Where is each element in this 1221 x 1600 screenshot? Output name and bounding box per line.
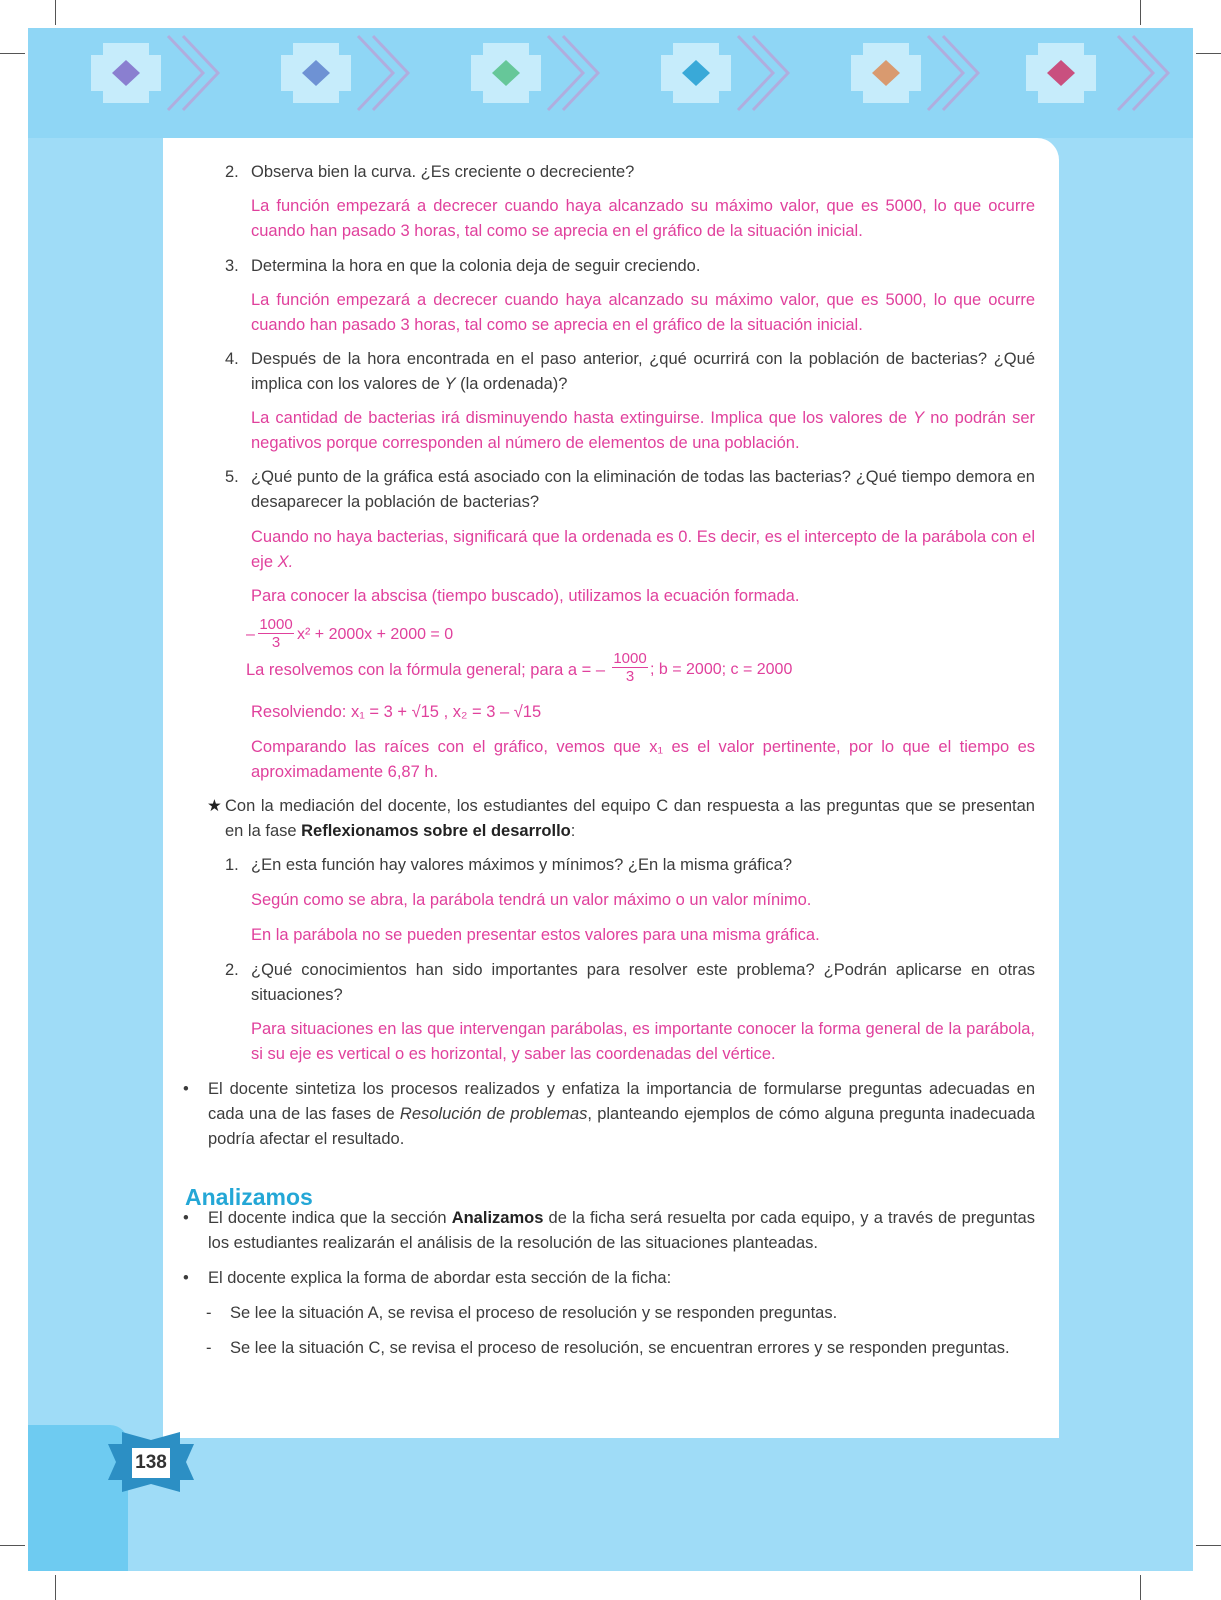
crop-mark [55,0,56,25]
equation-rest: x² + 2000x + 2000 = 0 [297,626,454,643]
dash-marker: - [206,1304,212,1322]
question-item [225,347,1035,397]
dash-text: Se lee la situación A, se revisa el proceso de resolución y se responden preguntas. [230,1304,838,1322]
formula-text: La resolvemos con la fórmula general; para a = – [246,661,606,679]
dash-text: Se lee la situación C, se revisa el proceso de resolución, se encuentran errores y se responden preguntas. [230,1339,1010,1357]
crop-mark [0,1545,25,1546]
bullet-icon: • [183,1209,189,1227]
section-heading: Analizamos [185,1184,313,1210]
bullet-text: El docente indica que la sección Analizamos de la ficha será resuelta por cada equipo, y a través de preguntas los estudiantes realizarán el análisis de la resolución de las situaciones planteadas. [208,1209,1035,1252]
question-item [225,160,1035,185]
item-number: 5. [225,468,239,486]
answer-text: La función empezará a decrecer cuando haya alcanzado su máximo valor, que es 5000, lo que ocurre cuando han pasado 3 horas, tal como se aprecia en el gráfico de la situación inicial. [251,291,1035,334]
answer-text: Cuando no haya bacterias, significará que la ordenada es 0. Es decir, es el intercepto de la parábola con el eje X. [251,528,1035,571]
crop-mark [1140,1575,1141,1600]
star-item [207,794,1035,844]
item-number: 1. [225,856,239,874]
answer-text: Resolviendo: x₁ = 3 + √15 , x₂ = 3 – √15 [251,703,542,721]
equation-fraction: $\frac{1000}{3}$ [259,616,293,651]
bullet-text: El docente explica la forma de abordar esta sección de la ficha: [208,1269,672,1287]
star-text: Con la mediación del docente, los estudiantes del equipo C dan respuesta a las preguntas que se presentan en la fase Reflexionamos sobre el desarrollo: [225,797,1035,840]
answer-text: La función empezará a decrecer cuando haya alcanzado su máximo valor, que es 5000, lo que ocurre cuando han pasado 3 horas, tal como se aprecia en el gráfico de la situación inicial. [251,197,1035,240]
item-number: 2. [225,163,239,181]
bullet-item [183,1266,1035,1291]
answer-text: Comparando las raíces con el gráfico, vemos que x₁ es el valor pertinente, por lo que el tiempo es aproximadamente 6,87 h. [251,738,1035,781]
question-text: Después de la hora encontrada en el paso anterior, ¿qué ocurrirá con la población de bacterias? ¿Qué implica con los valores de Y (la ordenada)? [251,350,1035,393]
bullet-text: El docente sintetiza los procesos realizados y enfatiza la importancia de formularse preguntas adecuadas en cada una de las fases de Resolución de problemas, planteando ejemplos de cómo alguna pregunta inadecuada podría afectar el resultado. [208,1080,1035,1148]
answer-text: La cantidad de bacterias irá disminuyendo hasta extinguirse. Implica que los valores de Y no podrán ser negativos porque corresponden al número de elementos de una población. [251,409,1036,452]
question-text: ¿Qué punto de la gráfica está asociado con la eliminación de todas las bacterias? ¿Qué tiempo demora en desaparecer la población de bacterias? [251,468,1035,511]
question-text: Determina la hora en que la colonia deja de seguir creciendo. [251,257,701,275]
crop-mark [1196,53,1221,54]
answer-text: En la parábola no se pueden presentar estos valores para una misma gráfica. [251,926,820,944]
item-number: 3. [225,257,239,275]
question-text: ¿En esta función hay valores máximos y mínimos? ¿En la misma gráfica? [251,856,793,874]
dash-marker: - [206,1339,212,1357]
question-text: Observa bien la curva. ¿Es creciente o decreciente? [251,163,635,181]
question-text: ¿Qué conocimientos han sido importantes para resolver este problema? ¿Podrán aplicarse en otras situaciones? [251,961,1035,1004]
question-item [225,254,1035,279]
decorative-pattern-band [28,28,1193,138]
answer-text: Para situaciones en las que intervengan parábolas, es importante conocer la forma general de la parábola, si su eje es vertical o es horizontal, y saber las coordenadas del vértice. [251,1020,1035,1063]
question-item [225,465,1035,515]
formula-rest: ; b = 2000; c = 2000 [650,661,793,678]
crop-mark [1196,1545,1221,1546]
question-item [225,958,1035,1008]
dash-item [206,1301,1035,1326]
bullet-icon: • [183,1269,189,1287]
page-number: 138 [132,1448,170,1478]
bullet-icon: • [183,1080,189,1098]
star-icon: ★ [207,797,222,815]
answer-text: Según como se abra, la parábola tendrá un valor máximo o un valor mínimo. [251,891,812,909]
bullet-item [183,1206,1035,1256]
item-number: 2. [225,961,239,979]
crop-mark [1140,0,1141,25]
crop-mark [55,1575,56,1600]
item-number: 4. [225,350,239,368]
answer-text: Para conocer la abscisa (tiempo buscado), utilizamos la ecuación formada. [251,587,800,605]
question-item [225,853,1035,878]
bullet-item [183,1077,1035,1152]
dash-item [206,1336,1035,1361]
formula-fraction: $\frac{1000}{3}$ [613,650,647,685]
crop-mark [0,53,25,54]
equation-minus: – [246,626,255,643]
